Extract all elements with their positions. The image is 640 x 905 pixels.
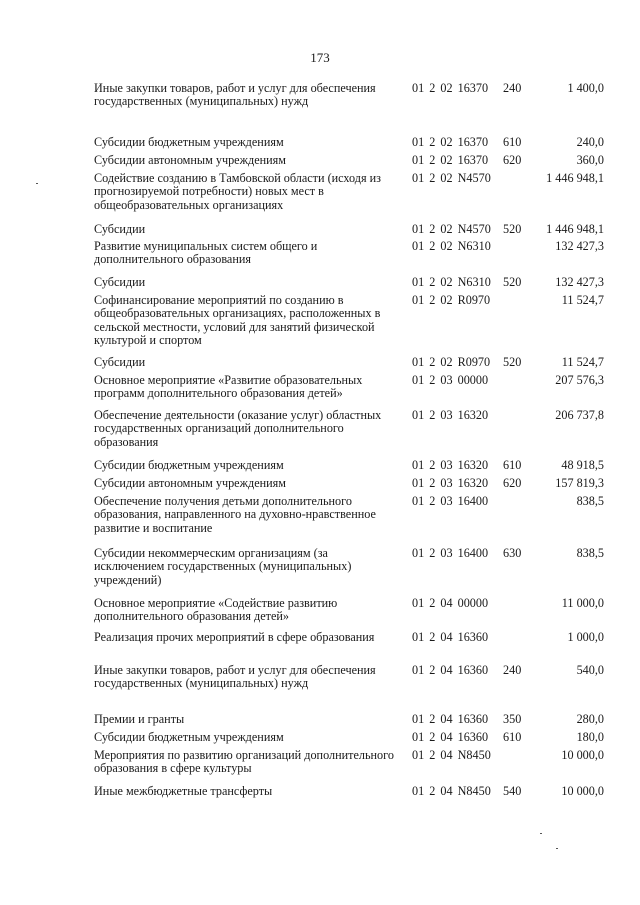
row-description: Премии и гранты bbox=[94, 712, 185, 726]
row-amount: 360,0 bbox=[576, 153, 604, 167]
row-code: 01 2 02 N6310 bbox=[412, 239, 491, 253]
row-expense-type: 520 bbox=[503, 355, 522, 369]
row-expense-type: 240 bbox=[503, 663, 522, 677]
row-amount: 10 000,0 bbox=[561, 784, 604, 798]
scan-speck bbox=[36, 183, 38, 184]
row-amount: 540,0 bbox=[576, 663, 604, 677]
row-amount: 48 918,5 bbox=[561, 458, 604, 472]
row-description: Иные закупки товаров, работ и услуг для обеспечения государственных (муниципальных) нужд bbox=[94, 663, 376, 691]
row-code: 01 2 02 N4570 bbox=[412, 222, 491, 236]
row-amount: 157 819,3 bbox=[555, 476, 604, 490]
row-amount: 838,5 bbox=[576, 494, 604, 508]
row-amount: 1 400,0 bbox=[567, 81, 604, 95]
row-code: 01 2 04 16360 bbox=[412, 663, 489, 677]
row-code: 01 2 02 16370 bbox=[412, 135, 489, 149]
row-code: 01 2 03 00000 bbox=[412, 373, 489, 387]
row-description: Иные межбюджетные трансферты bbox=[94, 784, 273, 798]
row-amount: 207 576,3 bbox=[555, 373, 604, 387]
page-number: 173 bbox=[310, 50, 330, 65]
row-expense-type: 610 bbox=[503, 135, 522, 149]
row-amount: 1 446 948,1 bbox=[546, 222, 604, 236]
row-description: Иные закупки товаров, работ и услуг для обеспечения государственных (муниципальных) нужд bbox=[94, 81, 376, 109]
row-code: 01 2 03 16320 bbox=[412, 476, 489, 490]
row-expense-type: 630 bbox=[503, 546, 522, 560]
row-description: Субсидии бюджетным учреждениям bbox=[94, 730, 284, 744]
row-expense-type: 240 bbox=[503, 81, 522, 95]
row-description: Субсидии автономным учреждениям bbox=[94, 476, 286, 490]
row-code: 01 2 03 16400 bbox=[412, 494, 489, 508]
row-expense-type: 620 bbox=[503, 476, 522, 490]
row-description: Субсидии бюджетным учреждениям bbox=[94, 458, 284, 472]
row-code: 01 2 03 16320 bbox=[412, 458, 489, 472]
row-amount: 11 000,0 bbox=[561, 596, 604, 610]
row-amount: 280,0 bbox=[576, 712, 604, 726]
row-code: 01 2 04 00000 bbox=[412, 596, 489, 610]
row-amount: 180,0 bbox=[576, 730, 604, 744]
row-expense-type: 620 bbox=[503, 153, 522, 167]
row-code: 01 2 04 N8450 bbox=[412, 784, 491, 798]
row-description: Субсидии bbox=[94, 355, 146, 369]
row-code: 01 2 03 16400 bbox=[412, 546, 489, 560]
row-description: Субсидии автономным учреждениям bbox=[94, 153, 286, 167]
scan-speck bbox=[540, 833, 542, 834]
row-description: Субсидии бюджетным учреждениям bbox=[94, 135, 284, 149]
row-amount: 132 427,3 bbox=[555, 239, 604, 253]
row-code: 01 2 04 16360 bbox=[412, 712, 489, 726]
row-code: 01 2 02 N4570 bbox=[412, 171, 491, 185]
row-amount: 240,0 bbox=[576, 135, 604, 149]
row-code: 01 2 02 16370 bbox=[412, 81, 489, 95]
row-expense-type: 610 bbox=[503, 730, 522, 744]
row-description: Реализация прочих мероприятий в сфере образования bbox=[94, 630, 375, 644]
row-code: 01 2 02 N6310 bbox=[412, 275, 491, 289]
row-amount: 1 446 948,1 bbox=[546, 171, 604, 185]
row-description: Субсидии bbox=[94, 275, 146, 289]
row-description: Обеспечение деятельности (оказание услуг) областных государственных организаций дополнительного образования bbox=[94, 408, 382, 449]
row-description: Основное мероприятие «Содействие развитию дополнительного образования детей» bbox=[94, 596, 338, 624]
row-expense-type: 350 bbox=[503, 712, 522, 726]
row-description: Субсидии bbox=[94, 222, 146, 236]
row-expense-type: 520 bbox=[503, 222, 522, 236]
row-code: 01 2 02 R0970 bbox=[412, 293, 491, 307]
row-amount: 11 524,7 bbox=[561, 355, 604, 369]
row-description: Содействие созданию в Тамбовской области (исходя из прогнозируемой потребности) новых мест в общеобразовательных организациях bbox=[94, 171, 381, 212]
row-code: 01 2 04 16360 bbox=[412, 630, 489, 644]
row-amount: 132 427,3 bbox=[555, 275, 604, 289]
row-code: 01 2 04 16360 bbox=[412, 730, 489, 744]
scan-speck bbox=[556, 848, 558, 849]
row-description: Софинансирование мероприятий по созданию в общеобразовательных организациях, расположенных в сельской местности, условий для занятий физической культурой и спортом bbox=[94, 293, 381, 348]
row-code: 01 2 04 N8450 bbox=[412, 748, 491, 762]
row-amount: 838,5 bbox=[576, 546, 604, 560]
row-description: Обеспечение получения детьми дополнительного образования, направленного на духовно-нравственное развитие и воспитание bbox=[94, 494, 376, 535]
row-code: 01 2 02 16370 bbox=[412, 153, 489, 167]
row-expense-type: 540 bbox=[503, 784, 522, 798]
row-description: Мероприятия по развитию организаций дополнительного образования в сфере культуры bbox=[94, 748, 394, 776]
row-description: Основное мероприятие «Развитие образовательных программ дополнительного образования детей» bbox=[94, 373, 363, 401]
row-expense-type: 610 bbox=[503, 458, 522, 472]
row-amount: 206 737,8 bbox=[555, 408, 604, 422]
row-amount: 11 524,7 bbox=[561, 293, 604, 307]
row-description: Развитие муниципальных систем общего и дополнительного образования bbox=[94, 239, 318, 267]
row-code: 01 2 02 R0970 bbox=[412, 355, 491, 369]
row-code: 01 2 03 16320 bbox=[412, 408, 489, 422]
row-amount: 1 000,0 bbox=[567, 630, 604, 644]
row-description: Субсидии некоммерческим организациям (за исключением государственных (муниципальных) учреждений) bbox=[94, 546, 352, 587]
row-amount: 10 000,0 bbox=[561, 748, 604, 762]
row-expense-type: 520 bbox=[503, 275, 522, 289]
